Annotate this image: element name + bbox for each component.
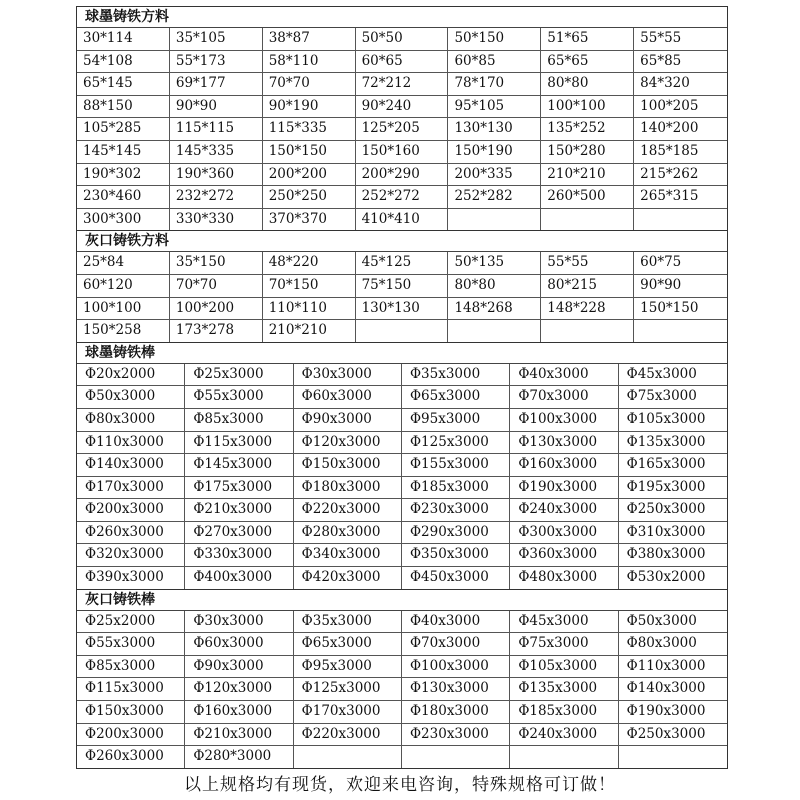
spec-cell: 80*80 [541, 73, 634, 95]
spec-cell [541, 320, 634, 342]
spec-cell: 190*360 [170, 164, 263, 186]
spec-cell: 70*70 [170, 275, 263, 297]
spec-cell: Φ95x3000 [402, 409, 510, 431]
spec-cell [541, 209, 634, 231]
spec-cell: Φ230x3000 [402, 499, 510, 521]
spec-cell: Φ110x3000 [626, 657, 706, 674]
spec-cell: 50*50 [356, 28, 449, 50]
spec-cell: Φ55x3000 [185, 386, 293, 408]
spec-cell: 78*170 [448, 73, 541, 95]
spec-cell: Φ310x3000 [626, 523, 706, 540]
spec-cell: 51*65 [541, 28, 634, 50]
spec-cell: 110*110 [263, 298, 356, 320]
table-row [77, 499, 727, 522]
spec-cell: 185*185 [640, 142, 699, 159]
spec-cell: 48*220 [263, 252, 356, 274]
spec-cell: Φ75x3000 [626, 388, 697, 405]
spec-cell: Φ160x3000 [185, 701, 293, 723]
spec-cell: 84*320 [640, 75, 690, 92]
spec-cell: Φ70x3000 [510, 386, 618, 408]
spec-cell: Φ250x3000 [626, 501, 706, 518]
section-title: 球墨铸铁棒 [77, 343, 727, 364]
spec-cell: Φ140x3000 [77, 454, 185, 476]
spec-cell: 370*370 [263, 209, 356, 231]
spec-cell: Φ25x2000 [77, 611, 185, 633]
spec-cell: 148*268 [448, 298, 541, 320]
spec-cell: 35*150 [170, 252, 263, 274]
spec-cell: Φ220x3000 [294, 499, 402, 521]
spec-cell [402, 746, 510, 768]
spec-cell: Φ45x3000 [626, 365, 697, 382]
spec-cell: 30*114 [77, 28, 170, 50]
spec-cell [634, 209, 727, 231]
spec-cell: Φ120x3000 [294, 432, 402, 454]
table-row [77, 477, 727, 500]
spec-cell: Φ380x3000 [626, 546, 706, 563]
spec-cell: 100*200 [170, 298, 263, 320]
table-row [77, 209, 727, 231]
spec-cell: 50*150 [448, 28, 541, 50]
spec-cell: Φ125x3000 [294, 678, 402, 700]
spec-cell: 90*240 [356, 96, 449, 118]
table-row [77, 678, 727, 701]
spec-cell: 150*258 [77, 320, 170, 342]
spec-cell: Φ135x3000 [510, 678, 618, 700]
table-row [77, 252, 727, 275]
spec-cell [448, 320, 541, 342]
spec-cell: 60*65 [356, 51, 449, 73]
spec-cell: Φ140x3000 [626, 680, 706, 697]
spec-cell: 150*280 [541, 141, 634, 163]
table-row [77, 567, 727, 589]
spec-cell: Φ85x3000 [185, 409, 293, 431]
spec-cell: Φ175x3000 [185, 477, 293, 499]
spec-cell: 60*75 [640, 254, 682, 271]
spec-cell: Φ150x3000 [77, 701, 185, 723]
spec-cell: Φ30x3000 [185, 611, 293, 633]
spec-cell: 55*173 [170, 51, 263, 73]
spec-cell: 300*300 [77, 209, 170, 231]
spec-cell: 65*145 [77, 73, 170, 95]
spec-cell: Φ115x3000 [77, 678, 185, 700]
spec-cell: 135*252 [541, 118, 634, 140]
spec-cell: 88*150 [77, 96, 170, 118]
spec-cell: Φ320x3000 [77, 544, 185, 566]
section-title: 球墨铸铁方料 [77, 7, 727, 28]
spec-cell: Φ330x3000 [185, 544, 293, 566]
spec-cell [619, 746, 727, 768]
spec-cell: Φ105x3000 [510, 656, 618, 678]
table-row [77, 386, 727, 409]
spec-cell: Φ240x3000 [510, 724, 618, 746]
spec-cell: 75*150 [356, 275, 449, 297]
spec-cell: Φ60x3000 [294, 386, 402, 408]
spec-cell: Φ45x3000 [510, 611, 618, 633]
spec-cell: Φ220x3000 [294, 724, 402, 746]
spec-cell: Φ230x3000 [402, 724, 510, 746]
spec-cell: 90*190 [263, 96, 356, 118]
spec-cell: 70*70 [263, 73, 356, 95]
spec-cell: 35*105 [170, 28, 263, 50]
spec-cell: 60*120 [77, 275, 170, 297]
spec-cell: Φ20x2000 [77, 364, 185, 386]
spec-cell: Φ90x3000 [294, 409, 402, 431]
table-row [77, 432, 727, 455]
spec-cell: 145*145 [77, 141, 170, 163]
spec-cell: 60*85 [448, 51, 541, 73]
table-row [77, 28, 727, 51]
spec-cell: Φ210x3000 [185, 724, 293, 746]
spec-cell: 65*65 [541, 51, 634, 73]
spec-cell: Φ200x3000 [77, 499, 185, 521]
spec-cell: 38*87 [263, 28, 356, 50]
table-row [77, 73, 727, 96]
spec-cell: Φ150x3000 [294, 454, 402, 476]
spec-cell: Φ60x3000 [185, 633, 293, 655]
spec-cell: 69*177 [170, 73, 263, 95]
spec-cell: 150*160 [356, 141, 449, 163]
table-row [77, 611, 727, 634]
spec-cell: Φ200x3000 [77, 724, 185, 746]
section-title: 灰口铸铁棒 [77, 590, 727, 611]
spec-cell: 50*135 [448, 252, 541, 274]
spec-cell: 200*335 [448, 164, 541, 186]
table-row [77, 51, 727, 74]
spec-cell: Φ80x3000 [626, 635, 697, 652]
table-row [77, 364, 727, 387]
spec-cell: 190*302 [77, 164, 170, 186]
spec-cell: 54*108 [77, 51, 170, 73]
spec-cell: 100*100 [541, 96, 634, 118]
spec-cell: 200*200 [263, 164, 356, 186]
spec-cell: Φ170x3000 [77, 477, 185, 499]
spec-cell: Φ340x3000 [294, 544, 402, 566]
table-row [77, 701, 727, 724]
spec-cell: 72*212 [356, 73, 449, 95]
spec-cell: Φ280x3000 [294, 522, 402, 544]
spec-cell: 200*290 [356, 164, 449, 186]
table-row [77, 544, 727, 567]
spec-cell: Φ155x3000 [402, 454, 510, 476]
spec-cell: 115*115 [170, 118, 263, 140]
spec-cell: 215*262 [640, 165, 699, 182]
spec-cell: 90*90 [170, 96, 263, 118]
spec-cell [294, 746, 402, 768]
spec-cell [448, 209, 541, 231]
spec-cell: Φ130x3000 [510, 432, 618, 454]
spec-cell: Φ35x3000 [294, 611, 402, 633]
section-title: 灰口铸铁方料 [77, 231, 727, 252]
spec-cell: Φ190x3000 [626, 703, 706, 720]
spec-cell: Φ390x3000 [77, 567, 185, 589]
spec-cell: 115*335 [263, 118, 356, 140]
table-row [77, 409, 727, 432]
spec-cell: Φ90x3000 [185, 656, 293, 678]
spec-cell: Φ165x3000 [626, 456, 706, 473]
spec-cell: Φ300x3000 [510, 522, 618, 544]
spec-cell: Φ105x3000 [626, 410, 706, 427]
spec-cell: Φ100x3000 [510, 409, 618, 431]
section-1 [77, 7, 727, 231]
spec-cell: 252*282 [448, 186, 541, 208]
spec-cell: Φ85x3000 [77, 656, 185, 678]
spec-cell: Φ530x2000 [626, 569, 706, 586]
spec-cell: 70*150 [263, 275, 356, 297]
spec-cell: 173*278 [170, 320, 263, 342]
spec-cell: Φ55x3000 [77, 633, 185, 655]
spec-cell: 125*205 [356, 118, 449, 140]
spec-cell: 58*110 [263, 51, 356, 73]
spec-cell: 210*210 [263, 320, 356, 342]
spec-cell: 252*272 [356, 186, 449, 208]
section-2 [77, 231, 727, 342]
spec-cell: 410*410 [356, 209, 449, 231]
spec-cell: Φ160x3000 [510, 454, 618, 476]
spec-cell: Φ30x3000 [294, 364, 402, 386]
table-row [77, 96, 727, 119]
spec-cell: Φ280*3000 [185, 746, 293, 768]
spec-cell: Φ25x3000 [185, 364, 293, 386]
spec-cell: Φ290x3000 [402, 522, 510, 544]
spec-cell: Φ100x3000 [402, 656, 510, 678]
table-row [77, 118, 727, 141]
spec-cell: 25*84 [77, 252, 170, 274]
spec-cell: Φ260x3000 [77, 746, 185, 768]
spec-cell: 150*190 [448, 141, 541, 163]
spec-cell: 230*460 [77, 186, 170, 208]
spec-cell: 80*215 [541, 275, 634, 297]
section-4 [77, 590, 727, 768]
table-row [77, 298, 727, 321]
spec-cell: 260*500 [541, 186, 634, 208]
spec-cell: Φ350x3000 [402, 544, 510, 566]
spec-cell: Φ115x3000 [185, 432, 293, 454]
spec-cell: Φ185x3000 [402, 477, 510, 499]
spec-cell: Φ480x3000 [510, 567, 618, 589]
spec-cell: 100*205 [640, 97, 699, 114]
spec-cell: Φ190x3000 [510, 477, 618, 499]
spec-cell: Φ420x3000 [294, 567, 402, 589]
spec-cell: Φ145x3000 [185, 454, 293, 476]
spec-cell: 250*250 [263, 186, 356, 208]
spec-cell: 55*55 [541, 252, 634, 274]
spec-cell: 150*150 [640, 299, 699, 316]
spec-cell [510, 746, 618, 768]
spec-cell: Φ50x3000 [626, 612, 697, 629]
spec-cell: Φ125x3000 [402, 432, 510, 454]
spec-cell: Φ65x3000 [294, 633, 402, 655]
spec-cell: Φ260x3000 [77, 522, 185, 544]
spec-cell: 140*200 [640, 120, 699, 137]
spec-cell: 90*90 [640, 276, 682, 293]
table-row [77, 164, 727, 187]
spec-cell: 105*285 [77, 118, 170, 140]
spec-cell: Φ40x3000 [510, 364, 618, 386]
spec-cell: Φ450x3000 [402, 567, 510, 589]
spec-cell: Φ75x3000 [510, 633, 618, 655]
spec-cell: Φ180x3000 [402, 701, 510, 723]
spec-cell: 150*150 [263, 141, 356, 163]
table-row [77, 186, 727, 209]
table-row [77, 275, 727, 298]
section-3 [77, 343, 727, 590]
spec-cell: Φ170x3000 [294, 701, 402, 723]
spec-cell: Φ80x3000 [77, 409, 185, 431]
spec-cell: 145*335 [170, 141, 263, 163]
spec-cell: Φ195x3000 [626, 478, 706, 495]
spec-cell: Φ35x3000 [402, 364, 510, 386]
spec-cell: 130*130 [356, 298, 449, 320]
table-row [77, 141, 727, 164]
table-row [77, 633, 727, 656]
table-row [77, 746, 727, 768]
spec-cell: 210*210 [541, 164, 634, 186]
spec-cell: Φ250x3000 [626, 725, 706, 742]
table-row [77, 522, 727, 545]
footer-note: 以上规格均有现货，欢迎来电咨询，特殊规格可订做！ [184, 775, 616, 795]
spec-cell: Φ40x3000 [402, 611, 510, 633]
spec-cell: Φ180x3000 [294, 477, 402, 499]
table-row [77, 320, 727, 342]
spec-cell: Φ130x3000 [402, 678, 510, 700]
spec-cell: Φ65x3000 [402, 386, 510, 408]
spec-cell: 130*130 [448, 118, 541, 140]
spec-cell: Φ120x3000 [185, 678, 293, 700]
spec-cell: 45*125 [356, 252, 449, 274]
spec-cell [634, 320, 727, 342]
spec-cell [356, 320, 449, 342]
spec-cell: Φ95x3000 [294, 656, 402, 678]
spec-cell: Φ360x3000 [510, 544, 618, 566]
spec-cell: Φ210x3000 [185, 499, 293, 521]
spec-cell: 100*100 [77, 298, 170, 320]
spec-table [76, 6, 728, 769]
spec-cell: Φ240x3000 [510, 499, 618, 521]
table-row [77, 724, 727, 747]
spec-cell: 265*315 [640, 188, 699, 205]
spec-cell: 95*105 [448, 96, 541, 118]
spec-cell: 330*330 [170, 209, 263, 231]
spec-cell: Φ70x3000 [402, 633, 510, 655]
spec-cell: 148*228 [541, 298, 634, 320]
spec-cell: Φ185x3000 [510, 701, 618, 723]
spec-cell: 232*272 [170, 186, 263, 208]
spec-cell: 55*55 [640, 30, 682, 46]
spec-cell: Φ50x3000 [77, 386, 185, 408]
spec-cell: Φ135x3000 [626, 433, 706, 450]
spec-cell: 80*80 [448, 275, 541, 297]
table-row [77, 656, 727, 679]
spec-cell: Φ400x3000 [185, 567, 293, 589]
spec-cell: Φ270x3000 [185, 522, 293, 544]
spec-cell: 65*85 [640, 52, 682, 69]
table-row [77, 454, 727, 477]
spec-cell: Φ110x3000 [77, 432, 185, 454]
